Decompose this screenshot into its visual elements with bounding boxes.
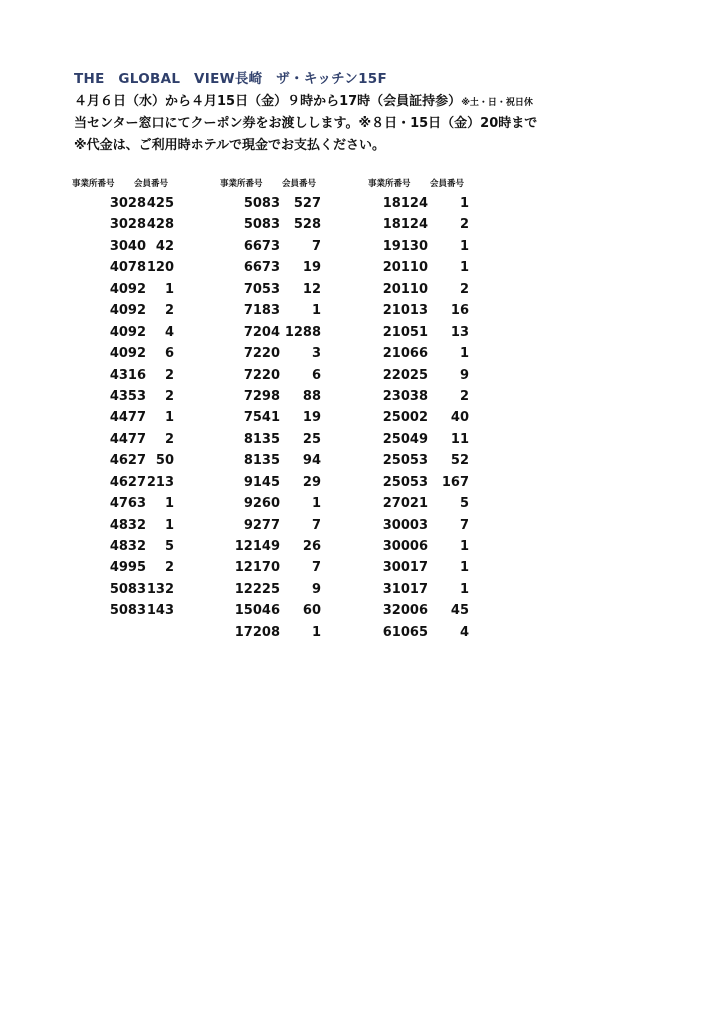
office-number: 7541 xyxy=(243,410,280,426)
list-item xyxy=(220,603,321,624)
member-number: 1 xyxy=(459,346,469,362)
member-number: 40 xyxy=(450,410,469,426)
office-number: 4763 xyxy=(109,496,146,512)
holiday-note: ※土・日・祝日休 xyxy=(461,98,533,108)
office-number: 30006 xyxy=(382,539,428,554)
office-number: 4092 xyxy=(109,281,146,297)
member-number: 60 xyxy=(302,603,321,619)
list-item xyxy=(368,560,469,581)
list-item xyxy=(368,196,469,217)
list-item xyxy=(368,410,469,431)
member-number: 1 xyxy=(459,560,469,576)
office-number: 4353 xyxy=(109,388,146,404)
office-number: 4627 xyxy=(109,474,146,490)
office-number: 30003 xyxy=(382,517,428,533)
list-item xyxy=(368,518,469,539)
list-item xyxy=(72,496,174,517)
column-header xyxy=(368,177,474,191)
list-item xyxy=(72,410,174,431)
list-item xyxy=(72,475,174,496)
list-item xyxy=(220,518,321,539)
member-number: 527 xyxy=(293,196,321,211)
office-number: 5083 xyxy=(109,603,146,619)
list-item xyxy=(220,625,321,646)
list-item xyxy=(72,196,174,217)
list-item xyxy=(220,196,321,217)
list-item xyxy=(72,260,174,281)
member-number: 6 xyxy=(311,367,321,383)
list-item xyxy=(72,368,174,389)
member-number: 88 xyxy=(302,388,321,404)
office-number: 4832 xyxy=(109,539,146,554)
office-number: 3040 xyxy=(109,238,146,254)
list-item xyxy=(220,475,321,496)
office-number: 8135 xyxy=(243,453,280,469)
member-number: 5 xyxy=(459,496,469,512)
office-number: 5083 xyxy=(109,581,146,597)
member-number: 94 xyxy=(302,453,321,469)
member-number: 7 xyxy=(311,238,321,254)
number-column-3 xyxy=(368,177,474,640)
number-list xyxy=(220,196,321,646)
office-number: 25002 xyxy=(382,410,428,426)
office-number: 12225 xyxy=(234,581,280,597)
list-item xyxy=(220,432,321,453)
office-number: 5083 xyxy=(243,217,280,233)
column-header xyxy=(220,177,326,191)
office-number: 22025 xyxy=(382,367,428,383)
office-number: 12170 xyxy=(234,560,280,576)
office-number: 4316 xyxy=(109,367,146,383)
office-number: 15046 xyxy=(234,603,280,619)
member-number: 2 xyxy=(459,388,469,404)
list-item xyxy=(72,432,174,453)
office-number: 6673 xyxy=(243,238,280,254)
member-number: 1 xyxy=(459,196,469,211)
office-number: 21051 xyxy=(382,324,428,340)
office-number: 4092 xyxy=(109,303,146,319)
member-number: 1 xyxy=(164,410,174,426)
list-item xyxy=(72,303,174,324)
list-item xyxy=(368,432,469,453)
office-number: 20110 xyxy=(382,281,428,297)
member-number: 120 xyxy=(146,260,174,276)
list-item xyxy=(72,453,174,474)
member-number: 19 xyxy=(302,260,321,276)
list-item xyxy=(72,603,174,624)
member-number-header: 会員番号 xyxy=(282,179,317,189)
member-number: 213 xyxy=(146,474,174,490)
office-number: 18124 xyxy=(382,217,428,233)
office-number: 7053 xyxy=(243,281,280,297)
office-number-header: 事業所番号 xyxy=(368,179,411,189)
member-number: 19 xyxy=(302,410,321,426)
member-number: 2 xyxy=(164,367,174,383)
list-item xyxy=(220,453,321,474)
list-item xyxy=(220,282,321,303)
list-item xyxy=(220,260,321,281)
office-number: 21066 xyxy=(382,346,428,362)
member-number: 7 xyxy=(311,560,321,576)
list-item xyxy=(368,539,469,560)
member-number: 2 xyxy=(459,281,469,297)
page-title: THE GLOBAL VIEW長崎 ザ・キッチン15F xyxy=(74,71,387,87)
office-number: 5083 xyxy=(243,196,280,211)
office-number: 7220 xyxy=(243,346,280,362)
member-number: 29 xyxy=(302,474,321,490)
member-number: 132 xyxy=(146,581,174,597)
office-number: 23038 xyxy=(382,388,428,404)
list-item xyxy=(220,368,321,389)
list-item xyxy=(368,217,469,238)
list-item xyxy=(220,325,321,346)
list-item xyxy=(220,496,321,517)
member-number: 167 xyxy=(441,474,469,490)
member-number: 143 xyxy=(146,603,174,619)
list-item xyxy=(368,325,469,346)
office-number: 27021 xyxy=(382,496,428,512)
member-number: 1 xyxy=(164,281,174,297)
list-item xyxy=(368,282,469,303)
office-number: 7220 xyxy=(243,367,280,383)
office-number: 31017 xyxy=(382,581,428,597)
office-number: 19130 xyxy=(382,238,428,254)
list-item xyxy=(368,303,469,324)
member-number: 1 xyxy=(459,539,469,554)
office-number: 8135 xyxy=(243,431,280,447)
list-item xyxy=(368,260,469,281)
office-number: 3028 xyxy=(109,196,146,211)
office-number: 25053 xyxy=(382,474,428,490)
list-item xyxy=(72,582,174,603)
office-number: 4092 xyxy=(109,346,146,362)
list-item xyxy=(220,560,321,581)
office-number: 4627 xyxy=(109,453,146,469)
list-item xyxy=(220,539,321,560)
schedule-line xyxy=(74,90,533,109)
list-item xyxy=(72,282,174,303)
member-number: 1 xyxy=(459,238,469,254)
member-number: 2 xyxy=(164,388,174,404)
member-number-header: 会員番号 xyxy=(430,179,465,189)
list-item xyxy=(220,217,321,238)
office-number: 9145 xyxy=(243,474,280,490)
member-number: 2 xyxy=(164,303,174,319)
list-item xyxy=(368,625,469,646)
member-number: 52 xyxy=(450,453,469,469)
office-number: 12149 xyxy=(234,539,280,554)
member-number: 11 xyxy=(450,431,469,447)
list-item xyxy=(72,346,174,367)
member-number: 7 xyxy=(311,517,321,533)
member-number: 1 xyxy=(164,496,174,512)
number-column-1 xyxy=(72,177,178,619)
list-item xyxy=(368,389,469,410)
office-number: 30017 xyxy=(382,560,428,576)
member-number: 6 xyxy=(164,346,174,362)
office-number-header: 事業所番号 xyxy=(72,179,115,189)
member-number: 25 xyxy=(302,431,321,447)
member-number: 1 xyxy=(164,517,174,533)
list-item xyxy=(72,389,174,410)
list-item xyxy=(72,217,174,238)
office-number: 6673 xyxy=(243,260,280,276)
office-number: 25049 xyxy=(382,431,428,447)
list-item xyxy=(368,475,469,496)
list-item xyxy=(368,603,469,624)
list-item xyxy=(368,346,469,367)
member-number: 9 xyxy=(311,581,321,597)
office-number: 7298 xyxy=(243,388,280,404)
list-item xyxy=(368,453,469,474)
list-item xyxy=(220,239,321,260)
list-item xyxy=(72,518,174,539)
list-item xyxy=(72,560,174,581)
office-number: 25053 xyxy=(382,453,428,469)
member-number: 2 xyxy=(164,431,174,447)
number-list xyxy=(72,196,174,625)
member-number: 26 xyxy=(302,539,321,554)
coupon-note: 当センター窓口にてクーポン券をお渡しします。※８日・15日（金）20時まで xyxy=(74,116,538,131)
list-item xyxy=(220,410,321,431)
member-number: 425 xyxy=(146,196,174,211)
office-number: 17208 xyxy=(234,624,280,640)
office-number: 7183 xyxy=(243,303,280,319)
member-number-header: 会員番号 xyxy=(134,179,169,189)
column-header xyxy=(72,177,178,191)
member-number: 528 xyxy=(293,217,321,233)
office-number: 4995 xyxy=(109,560,146,576)
list-item xyxy=(220,582,321,603)
member-number: 428 xyxy=(146,217,174,233)
number-list xyxy=(368,196,469,646)
member-number: 1 xyxy=(311,303,321,319)
member-number: 7 xyxy=(459,517,469,533)
list-item xyxy=(368,239,469,260)
member-number: 16 xyxy=(450,303,469,319)
member-number: 13 xyxy=(450,324,469,340)
member-number: 45 xyxy=(450,603,469,619)
payment-note: ※代金は、ご利用時ホテルで現金でお支払ください。 xyxy=(74,138,385,153)
member-number: 1 xyxy=(459,260,469,276)
list-item xyxy=(220,389,321,410)
list-item xyxy=(72,539,174,560)
office-number: 4477 xyxy=(109,410,146,426)
list-item xyxy=(72,239,174,260)
list-item xyxy=(220,303,321,324)
office-number: 32006 xyxy=(382,603,428,619)
member-number: 1 xyxy=(311,496,321,512)
list-item xyxy=(368,496,469,517)
office-number: 4078 xyxy=(109,260,146,276)
office-number: 18124 xyxy=(382,196,428,211)
list-item xyxy=(368,582,469,603)
list-item xyxy=(72,325,174,346)
member-number: 12 xyxy=(302,281,321,297)
number-column-2 xyxy=(220,177,326,640)
member-number: 9 xyxy=(459,367,469,383)
office-number: 3028 xyxy=(109,217,146,233)
office-number-header: 事業所番号 xyxy=(220,179,263,189)
member-number: 1288 xyxy=(284,324,321,340)
office-number: 21013 xyxy=(382,303,428,319)
office-number: 4477 xyxy=(109,431,146,447)
office-number: 4092 xyxy=(109,324,146,340)
member-number: 42 xyxy=(155,238,174,254)
member-number: 2 xyxy=(164,560,174,576)
office-number: 9260 xyxy=(243,496,280,512)
office-number: 9277 xyxy=(243,517,280,533)
member-number: 4 xyxy=(459,624,469,640)
member-number: 2 xyxy=(459,217,469,233)
office-number: 20110 xyxy=(382,260,428,276)
schedule-text: ４月６日（水）から４月15日（金）９時から17時（会員証持参） xyxy=(74,94,462,109)
member-number: 3 xyxy=(311,346,321,362)
office-number: 61065 xyxy=(382,624,428,640)
member-number: 1 xyxy=(311,624,321,640)
list-item xyxy=(368,368,469,389)
member-number: 1 xyxy=(459,581,469,597)
member-number: 4 xyxy=(164,324,174,340)
office-number: 4832 xyxy=(109,517,146,533)
office-number: 7204 xyxy=(243,324,280,340)
list-item xyxy=(220,346,321,367)
member-number: 5 xyxy=(164,539,174,554)
member-number: 50 xyxy=(155,453,174,469)
